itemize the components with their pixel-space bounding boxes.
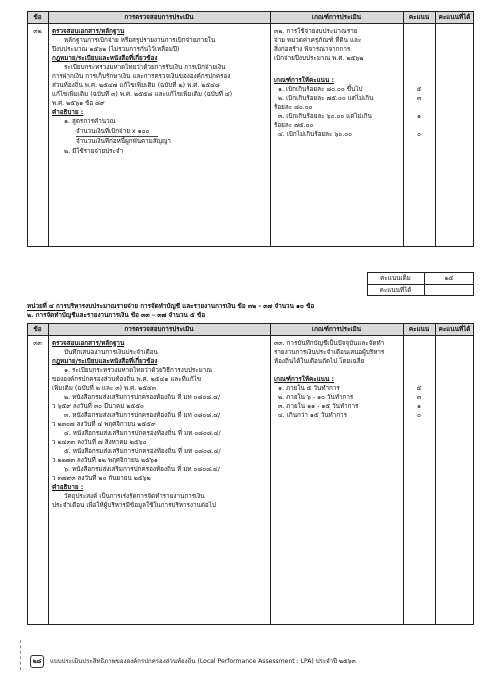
table2-header-score: คะแนน	[408, 326, 430, 333]
table2-law-line: ว ๒๒๗๓ ลงวันที่ ๑๒ พฤศจิกายน ๒๕๖๑	[52, 457, 158, 464]
table2-evidence-title: ตรวจสอบเอกสาร/หลักฐาน	[52, 340, 125, 347]
table2-scoring-line: ๓. ภายใน ๑๑ - ๑๕ วันทำการ	[278, 403, 359, 410]
table2-scoring-line: ๔. เกินกว่า ๑๕ วันทำการ	[278, 412, 347, 419]
page-edge-marker	[20, 640, 25, 670]
table1-criteria-line: จ่าย หมวดค่าครุภัณฑ์ ที่ดิน และ	[274, 37, 362, 44]
table2-law-line: ว ๒๓๐๗ ลงวันที่ ๔ พฤศจิกายน ๒๕๕๙	[52, 421, 156, 428]
page-number-badge: ๒๘	[30, 655, 44, 668]
table2-score-value: ๐	[417, 412, 421, 419]
table1-explain-line: ๒. มีใช้รายจ่ายประจำ	[64, 148, 124, 155]
full-score-label: คะแนนเต็ม	[380, 275, 411, 282]
table1-law-line: พ.ศ. ๒๕๖๑ ข้อ ๘๙	[52, 100, 105, 107]
table2-law-line: ๓. หนังสือกรมส่งเสริมการปกครองท้องถิ่น ที่ มท ๐๘๐๘.๔/	[64, 412, 221, 419]
table1-scoring-line: ๑. เบิกเกินร้อยละ ๘๐.๐๐ ขึ้นไป	[278, 86, 363, 93]
table1-header-check: การตรวจสอบการประเมิน	[124, 14, 194, 21]
table2-law-line: ๒. หนังสือกรมส่งเสริมการปกครองท้องถิ่น ที่ มท ๐๘๐๘.๔/	[64, 394, 220, 401]
table1-scoring-title: เกณฑ์การให้คะแนน :	[274, 77, 334, 84]
table2-law-title: กฎหมาย/ระเบียบและหนังสือที่เกี่ยวข้อง	[52, 358, 158, 365]
table1-score-value: ๐	[417, 131, 421, 138]
table1-criteria-line: เบิกจ่ายปีงบประมาณ พ.ศ. ๒๕๖๒	[274, 55, 364, 62]
table2-score-value: ๑	[417, 403, 421, 410]
table1-evidence-line: ปีงบประมาณ ๒๕๖๒ (ไม่รวมการกันไว้เหลื่อมปี)	[52, 46, 180, 53]
table1-evidence-title: ตรวจสอบเอกสาร/หลักฐาน	[52, 28, 125, 35]
table1-law-line: การฝากเงิน การเก็บรักษาเงิน และการตรวจเงินขององค์กรปกครอง	[52, 73, 231, 80]
unit-heading: หน่วยที่ ๔ การบริหารงบประมาณรายจ่าย การจัดทำบัญชี และรายงานการเงิน ข้อ ๓๒ - ๓๗ จำนวน ๑๐ ข้อ	[27, 303, 315, 310]
table2-law-line: ว ๖๕๙ ลงวันที่ ๓๐ มีนาคม ๒๕๕๐	[52, 403, 144, 410]
full-score-value: ๒๕	[444, 275, 454, 282]
table1-header-no: ข้อ	[33, 14, 42, 21]
table1-scoring-line: ๓. เบิกเกินร้อยละ ๖๐.๐๐ แต่ไม่เกิน	[278, 113, 372, 120]
table2-law-line: ๖. หนังสือกรมส่งเสริมการปกครองท้องถิ่น ที่ มท ๐๘๐๘.๔/	[64, 466, 220, 473]
table1-law-line: แก้ไขเพิ่มเติม (ฉบับที่ ๓) พ.ศ. ๒๕๕๘ และแก้ไขเพิ่มเติม (ฉบับที่ ๔)	[52, 91, 233, 98]
table2-scoring-title: เกณฑ์การให้คะแนน :	[274, 376, 334, 383]
table2-explain-title: คำอธิบาย :	[52, 484, 84, 491]
table1-law-line: ระเบียบกระทรวงมหาดไทยว่าด้วยการรับเงิน การเบิกจ่ายเงิน	[64, 64, 226, 71]
table1-score-value: ๑	[417, 113, 421, 120]
table2-criteria-line: ท้องถิ่นได้ในเดือนถัดไป โดยเฉลี่ย	[274, 358, 365, 365]
table1-score-value: ๓	[416, 95, 422, 102]
table2-law-line: ๔. หนังสือกรมส่งเสริมการปกครองท้องถิ่น ที่ มท ๐๘๐๘.๔/	[64, 430, 221, 437]
table2-evidence-line: บันทึกเสนองานการเงินประจำเดือน	[64, 349, 158, 356]
footer-text: แบบประเมินประสิทธิภาพขององค์กรปกครองส่วนท้องถิ่น (Local Performance Assessment : LPA) ประจำปี ๒๕๖๓	[50, 658, 356, 665]
table2-header-criteria: เกณฑ์การประเมิน	[311, 326, 362, 333]
table2-law-line: ๑. ระเบียบกระทรวงมหาดไทยว่าด้วยวิธีการงบประมาณ	[64, 367, 213, 374]
table1-law-line: ส่วนท้องถิ่น พ.ศ. ๒๕๔๗ แก้ไขเพิ่มเติม (ฉบับที่ ๒) พ.ศ. ๒๕๔๘	[52, 82, 220, 89]
table2-explain-line: วัตถุประสงค์ เป็นการเร่งรัดการจัดทำรายงานการเงิน	[64, 493, 205, 500]
table1-scoring-line: ๒. เบิกเกินร้อยละ ๗๕.๐๐ แต่ไม่เกิน	[278, 95, 374, 102]
table1-header-score-got: คะแนนที่ได้	[438, 14, 471, 21]
table1-explain-line: จำนวนเงินที่ก่อหนี้ผูกพันตามสัญญา	[76, 138, 171, 145]
section-heading: ๒. การจัดทำบัญชีและรายงานการเงิน ข้อ ๓๓ – ๓๗ จำนวน ๕ ข้อ	[27, 312, 206, 319]
table1-header-criteria: เกณฑ์การประเมิน	[311, 14, 362, 21]
table1-explain-line: จำนวนเงินที่เบิกจ่าย x ๑๐๐	[76, 128, 150, 135]
table1-item-number: ๓๒	[33, 28, 42, 35]
table1-scoring-line: ร้อยละ ๘๐.๐๐	[274, 104, 313, 111]
table1-explain-line: ๑. สูตรการคำนวณ	[64, 118, 116, 125]
table2-law-line: ๕. หนังสือกรมส่งเสริมการปกครองท้องถิ่น ที่ มท ๐๘๐๘.๔/	[64, 448, 221, 455]
table2-header-no: ข้อ	[33, 326, 42, 333]
table1-score-value: ๕	[416, 86, 422, 93]
table1-law-title: กฎหมาย/ระเบียบและหนังสือที่เกี่ยวข้อง	[52, 55, 158, 62]
table2-law-line: เพิ่มเติม (ฉบับที่ ๒ และ ๓) พ.ศ. ๒๕๔๓	[52, 385, 157, 392]
table2-header-score-got: คะแนนที่ได้	[438, 326, 471, 333]
table1-scoring-line: ๔. เบิกไม่เกินร้อยละ ๖๐.๐๐	[278, 131, 352, 138]
table1-explain-title: คำอธิบาย :	[52, 109, 84, 116]
table2-criteria-line: ๓๓. การบันทึกบัญชีเป็นปัจจุบันและจัดทำ	[274, 340, 385, 347]
table2-score-value: ๓	[416, 394, 422, 401]
table1-criteria-line: สิ่งก่อสร้าง พิจารณาจากการ	[274, 46, 351, 53]
table2-header-check: การตรวจสอบการประเมิน	[124, 326, 194, 333]
table2-law-line: ว ๓๗๙๓ ลงวันที่ ๒๐ กันยายน ๒๕๖๒	[52, 475, 151, 482]
table1-header-score: คะแนน	[408, 14, 430, 21]
table2-law-line: ขององค์กรปกครองส่วนท้องถิ่น พ.ศ. ๒๕๔๑ และที่แก้ไข	[52, 376, 202, 383]
table2-law-line: ว ๒๔๓๓ ลงวันที่ ๗ สิงหาคม ๒๕๖๐	[52, 439, 147, 446]
table1-scoring-line: ร้อยละ ๗๕.๐๐	[274, 122, 314, 129]
table1-criteria-line: ๓๒. การใช้จ่ายงบประมาณราย	[274, 28, 358, 35]
got-score-label: คะแนนที่ได้	[379, 287, 412, 294]
table2-explain-line: ประจำเดือน เพื่อให้ผู้บริหารมีข้อมูลใช้ในการบริหารงานต่อไป	[52, 502, 216, 509]
table2-scoring-line: ๑. ภายใน ๕ วันทำการ	[278, 385, 340, 392]
table2-score-value: ๕	[416, 385, 422, 392]
table2-criteria-line: รายงานการเงินประจำเดือนเสนอผู้บริหาร	[274, 349, 385, 356]
table2-item-number: ๓๓	[33, 340, 42, 347]
table2-scoring-line: ๒. ภายใน ๖ - ๑๐ วันทำการ	[278, 394, 354, 401]
table1-evidence-line: หลักฐานการเบิกจ่าย หรือสรุปรายงานการเบิกจ่ายภายใน	[64, 37, 216, 44]
